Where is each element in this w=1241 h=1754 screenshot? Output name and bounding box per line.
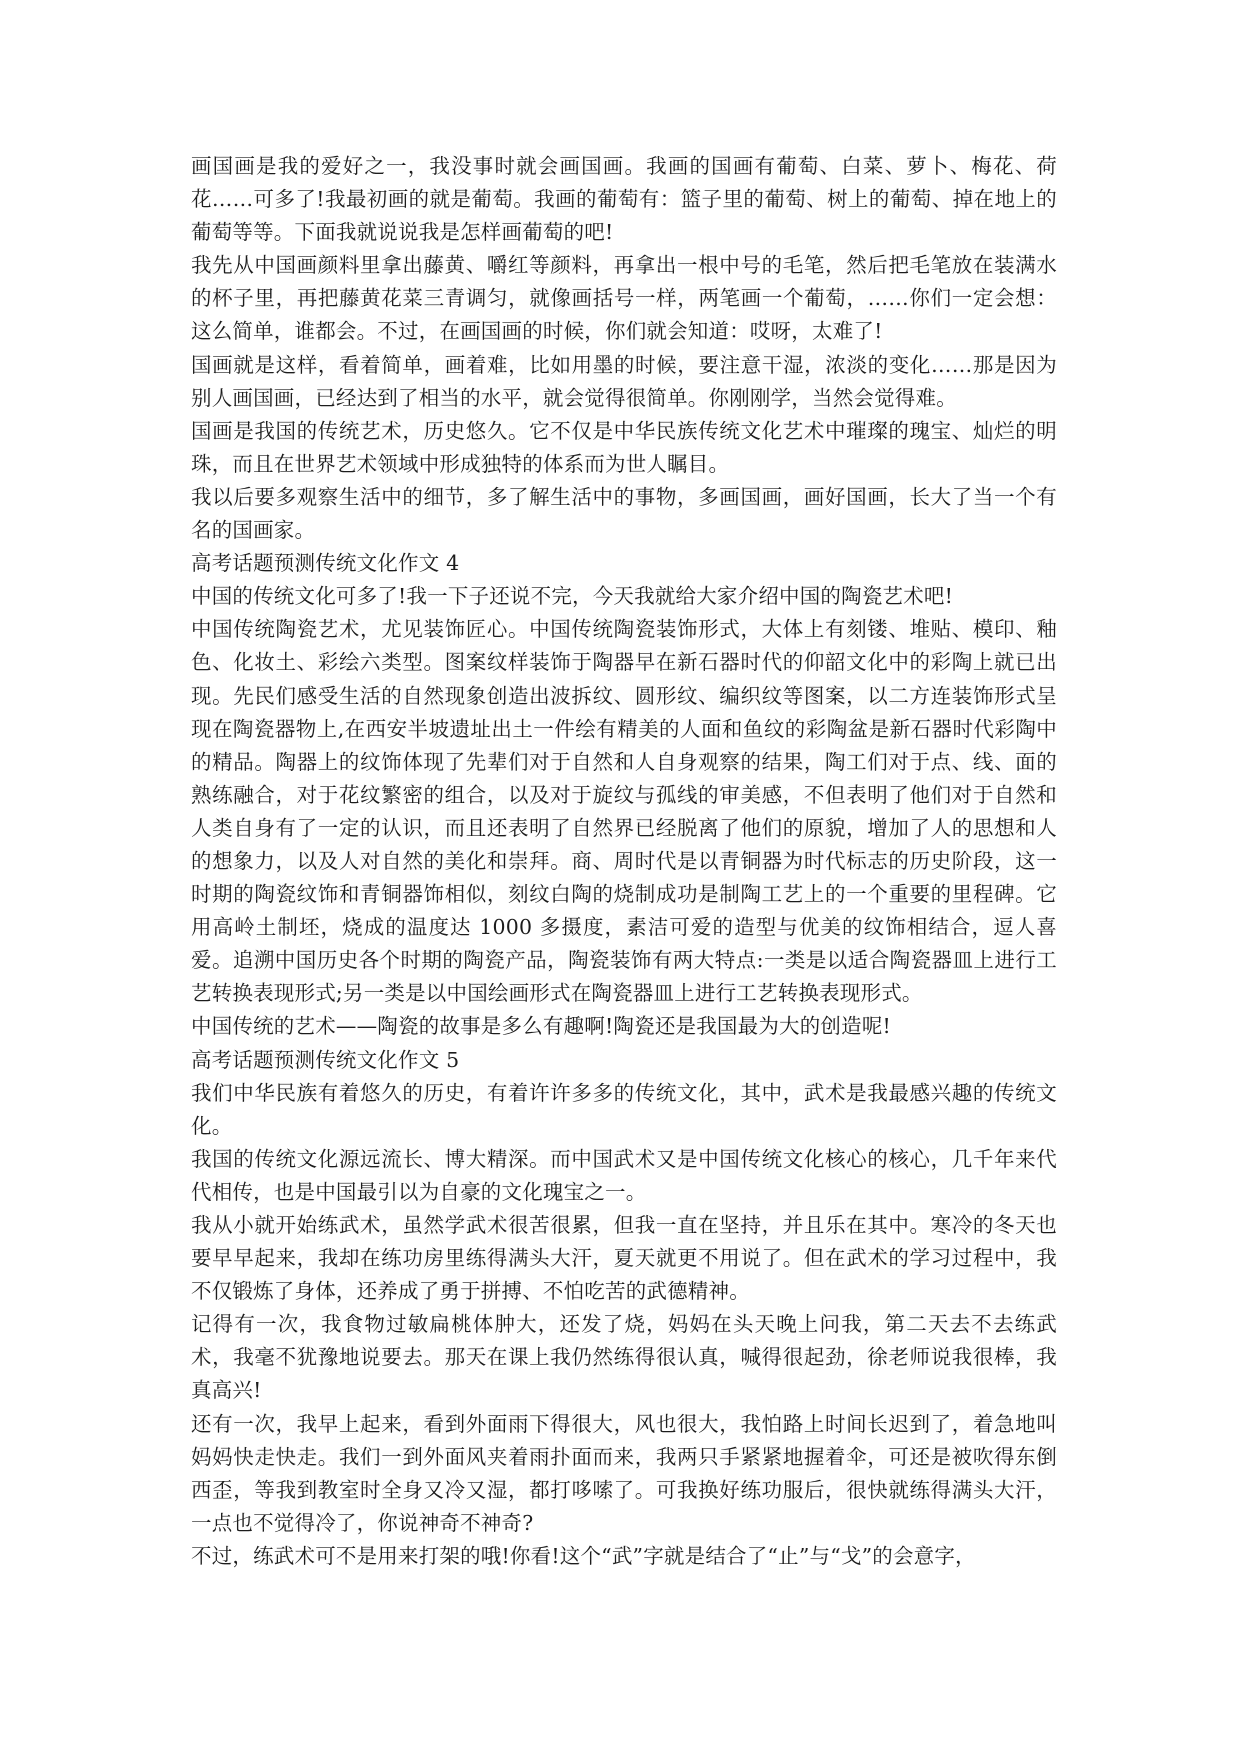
paragraph: 我们中华民族有着悠久的历史，有着许许多多的传统文化，其中，武术是我最感兴趣的传统文化。 [191,1080,1057,1138]
section-heading: 高考话题预测传统文化作文 5 [191,1047,460,1072]
section-heading: 高考话题预测传统文化作文 4 [191,551,460,576]
paragraph: 不过，练武术可不是用来打架的哦!你看!这个“武”字就是结合了“止”与“戈”的会意字， [191,1543,976,1568]
paragraph: 我国的传统文化源远流长、博大精深。而中国武术又是中国传统文化核心的核心，几千年来代代相传，也是中国最引以为自豪的文化瑰宝之一。 [191,1146,1057,1204]
paragraph: 我先从中国画颜料里拿出藤黄、嚼红等颜料，再拿出一根中号的毛笔，然后把毛笔放在装满水的杯子里，再把藤黄花菜三青调匀，就像画括号一样，两笔画一个葡萄，……你们一定会想：这么简单，谁都会。不过，在画国画的时候，你们就会知道：哎呀，太难了! [191,253,1057,344]
paragraph: 记得有一次，我食物过敏扁桃体肿大，还发了烧，妈妈在头天晚上问我，第二天去不去练武术，我毫不犹豫地说要去。那天在课上我仍然练得很认真，喊得很起劲，徐老师说我很棒，我真高兴! [191,1312,1057,1403]
paragraph: 我以后要多观察生活中的细节，多了解生活中的事物，多画国画，画好国画，长大了当一个有名的国画家。 [191,484,1057,543]
paragraph: 中国的传统文化可多了!我一下子还说不完，今天我就给大家介绍中国的陶瓷艺术吧! [191,584,954,609]
paragraph: 还有一次，我早上起来，看到外面雨下得很大，风也很大，我怕路上时间长迟到了，着急地叫妈妈快走快走。我们一到外面风夹着雨扑面而来，我两只手紧紧地握着伞，可还是被吹得东倒西歪，等我到教室时全身又冷又湿，都打哆嗦了。可我换好练功服后，很快就练得满头大汗，一点也不觉得冷了，你说神奇不神奇? [191,1411,1057,1535]
paragraph: 国画是我国的传统艺术，历史悠久。它不仅是中华民族传统文化艺术中璀璨的瑰宝、灿烂的明珠，而且在世界艺术领域中形成独特的体系而为世人瞩目。 [191,418,1057,476]
paragraph: 中国传统陶瓷艺术，尤见装饰匠心。中国传统陶瓷装饰形式，大体上有刻镂、堆贴、模印、釉色、化妆土、彩绘六类型。图案纹样装饰于陶器早在新石器时代的仰韶文化中的彩陶上就已出现。先民们感受生活的自然现象创造出波拆纹、圆形纹、编织纹等图案，以二方连装饰形式呈现在陶瓷器物上,在西安半坡遗址出土一件绘有精美的人面和鱼纹的彩陶盆是新石器时代彩陶中的精品。陶器上的纹饰体现了先辈们对于自然和人自身观察的结果，陶工们对于点、线、面的熟练融合，对于花纹繁密的组合，以及对于旋纹与孤线的审美感，不但表明了他们对于自然和人类自身有了一定的认识，而且还表明了自然界已经脱离了他们的原貌，增加了人的思想和人的想象力，以及人对自然的美化和崇拜。商、周时代是以青铜器为时代标志的历史阶段，这一时期的陶瓷纹饰和青铜器饰相似，刻纹白陶的烧制成功是制陶工艺上的一个重要的里程碑。它用高岭土制坯，烧成的温度达 1000 多摄度，素洁可爱的造型与优美的纹饰相结合，逗人喜爱。追溯中国历史各个时期的陶瓷产品，陶瓷装饰有两大特点:一类是以适合陶瓷器皿上进行工艺转换表现形式;另一类是以中国绘画形式在陶瓷器皿上进行工艺转换表现形式。 [191,617,1057,1006]
paragraph: 国画就是这样，看着简单，画着难，比如用墨的时候，要注意干湿，浓淡的变化……那是因为别人画国画，已经达到了相当的水平，就会觉得很简单。你刚刚学，当然会觉得难。 [191,352,1057,410]
paragraph: 我从小就开始练武术，虽然学武术很苦很累，但我一直在坚持，并且乐在其中。寒冷的冬天也要早早起来，我却在练功房里练得满头大汗，夏天就更不用说了。但在武术的学习过程中，我不仅锻炼了身体，还养成了勇于拼搏、不怕吃苦的武德精神。 [191,1213,1057,1304]
document-page [191,150,1057,1573]
paragraph: 画国画是我的爱好之一，我没事时就会画国画。我画的国画有葡萄、白菜、萝卜、梅花、荷花……可多了!我最初画的就是葡萄。我画的葡萄有：篮子里的葡萄、树上的葡萄、掉在地上的葡萄等等。下面我就说说我是怎样画葡萄的吧! [191,154,1057,245]
paragraph: 中国传统的艺术——陶瓷的故事是多么有趣啊!陶瓷还是我国最为大的创造呢! [191,1014,891,1039]
